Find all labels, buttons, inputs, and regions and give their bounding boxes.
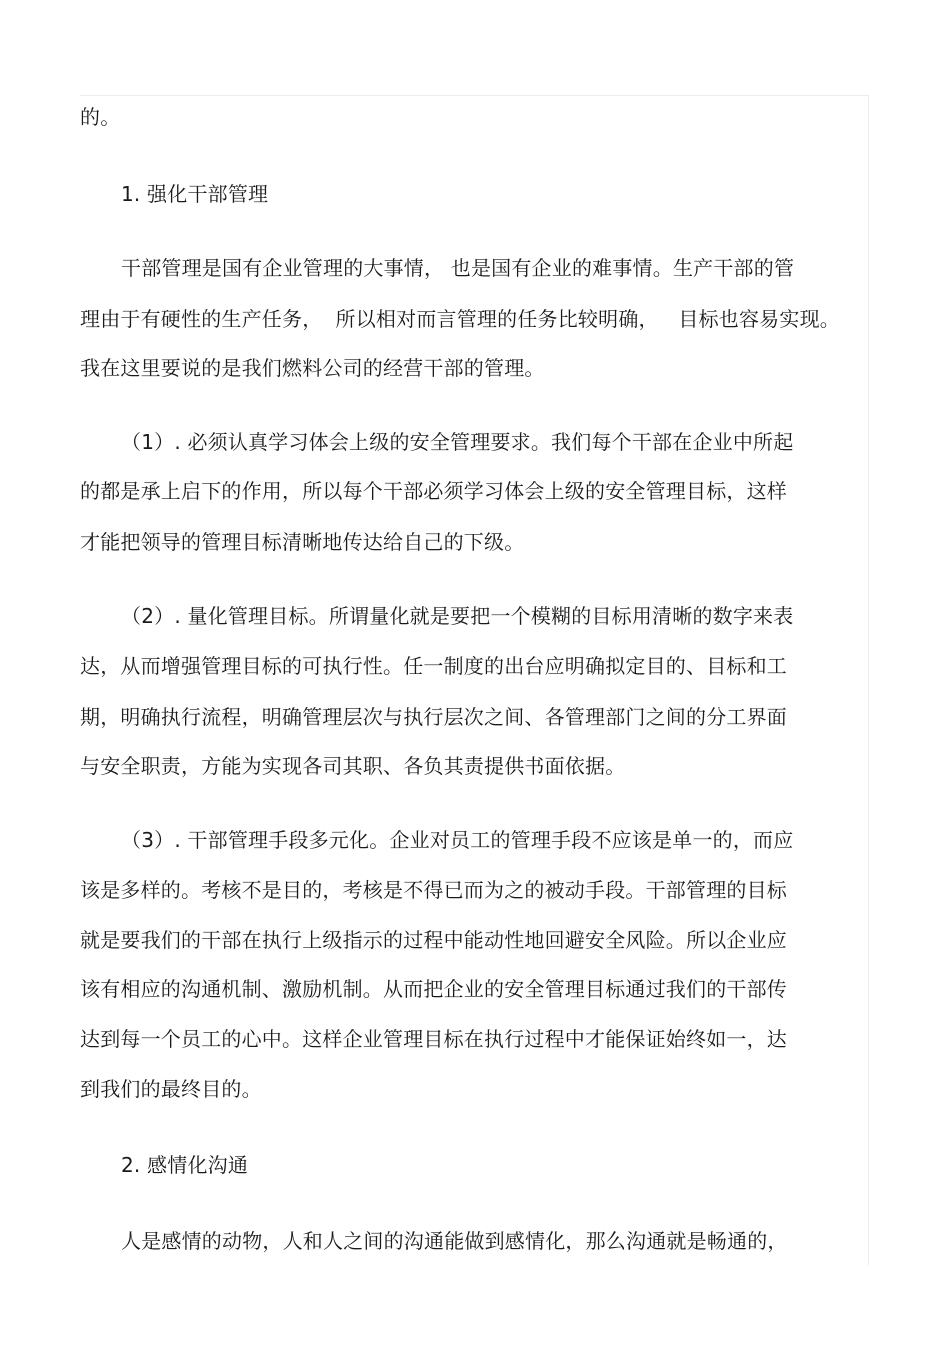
paragraph-line: 与安全职责，方能为实现各司其职、各负其责提供书面依据。 [80, 754, 626, 778]
paragraph-line: 干部管理是国有企业管理的大事情， 也是国有企业的难事情。生产干部的管 [121, 256, 795, 280]
paragraph-line: 的都是承上启下的作用，所以每个干部必须学习体会上级的安全管理目标，这样 [80, 479, 787, 503]
paragraph-line: （2）. 量化管理目标。所谓量化就是要把一个模糊的目标用清晰的数字来表 [121, 604, 794, 628]
paragraph-line: 人是感情的动物，人和人之间的沟通能做到感情化，那么沟通就是畅通的， [121, 1229, 788, 1253]
paragraph-line: 达，从而增强管理目标的可执行性。任一制度的出台应明确拟定目的、目标和工 [80, 654, 787, 678]
paragraph-line: 理由于有硬性的生产任务， 所以相对而言管理的任务比较明确， 目标也容易实现。 [80, 307, 840, 331]
section-heading-2: 2. 感情化沟通 [121, 1153, 249, 1177]
paragraph-line: 该是多样的。考核不是目的，考核是不得已而为之的被动手段。干部管理的目标 [80, 878, 787, 902]
paragraph-line: （3）. 干部管理手段多元化。企业对员工的管理手段不应该是单一的，而应 [121, 828, 794, 852]
paragraph-line: 达到每一个员工的心中。这样企业管理目标在执行过程中才能保证始终如一，达 [80, 1027, 787, 1051]
text-line-continuation: 的。 [80, 105, 121, 129]
paragraph-line: 到我们的最终目的。 [80, 1077, 262, 1101]
paragraph-line: （1）. 必须认真学习体会上级的安全管理要求。我们每个干部在企业中所起 [121, 430, 794, 454]
paragraph-line: 期，明确执行流程，明确管理层次与执行层次之间、各管理部门之间的分工界面 [80, 705, 787, 729]
section-heading-1: 1. 强化干部管理 [121, 182, 269, 206]
paragraph-line: 才能把领导的管理目标清晰地传达给自己的下级。 [80, 530, 525, 554]
paragraph-line: 该有相应的沟通机制、激励机制。从而把企业的安全管理目标通过我们的干部传 [80, 977, 787, 1001]
paragraph-line: 就是要我们的干部在执行上级指示的过程中能动性地回避安全风险。所以企业应 [80, 928, 787, 952]
paragraph-line: 我在这里要说的是我们燃料公司的经营干部的管理。 [80, 356, 545, 380]
